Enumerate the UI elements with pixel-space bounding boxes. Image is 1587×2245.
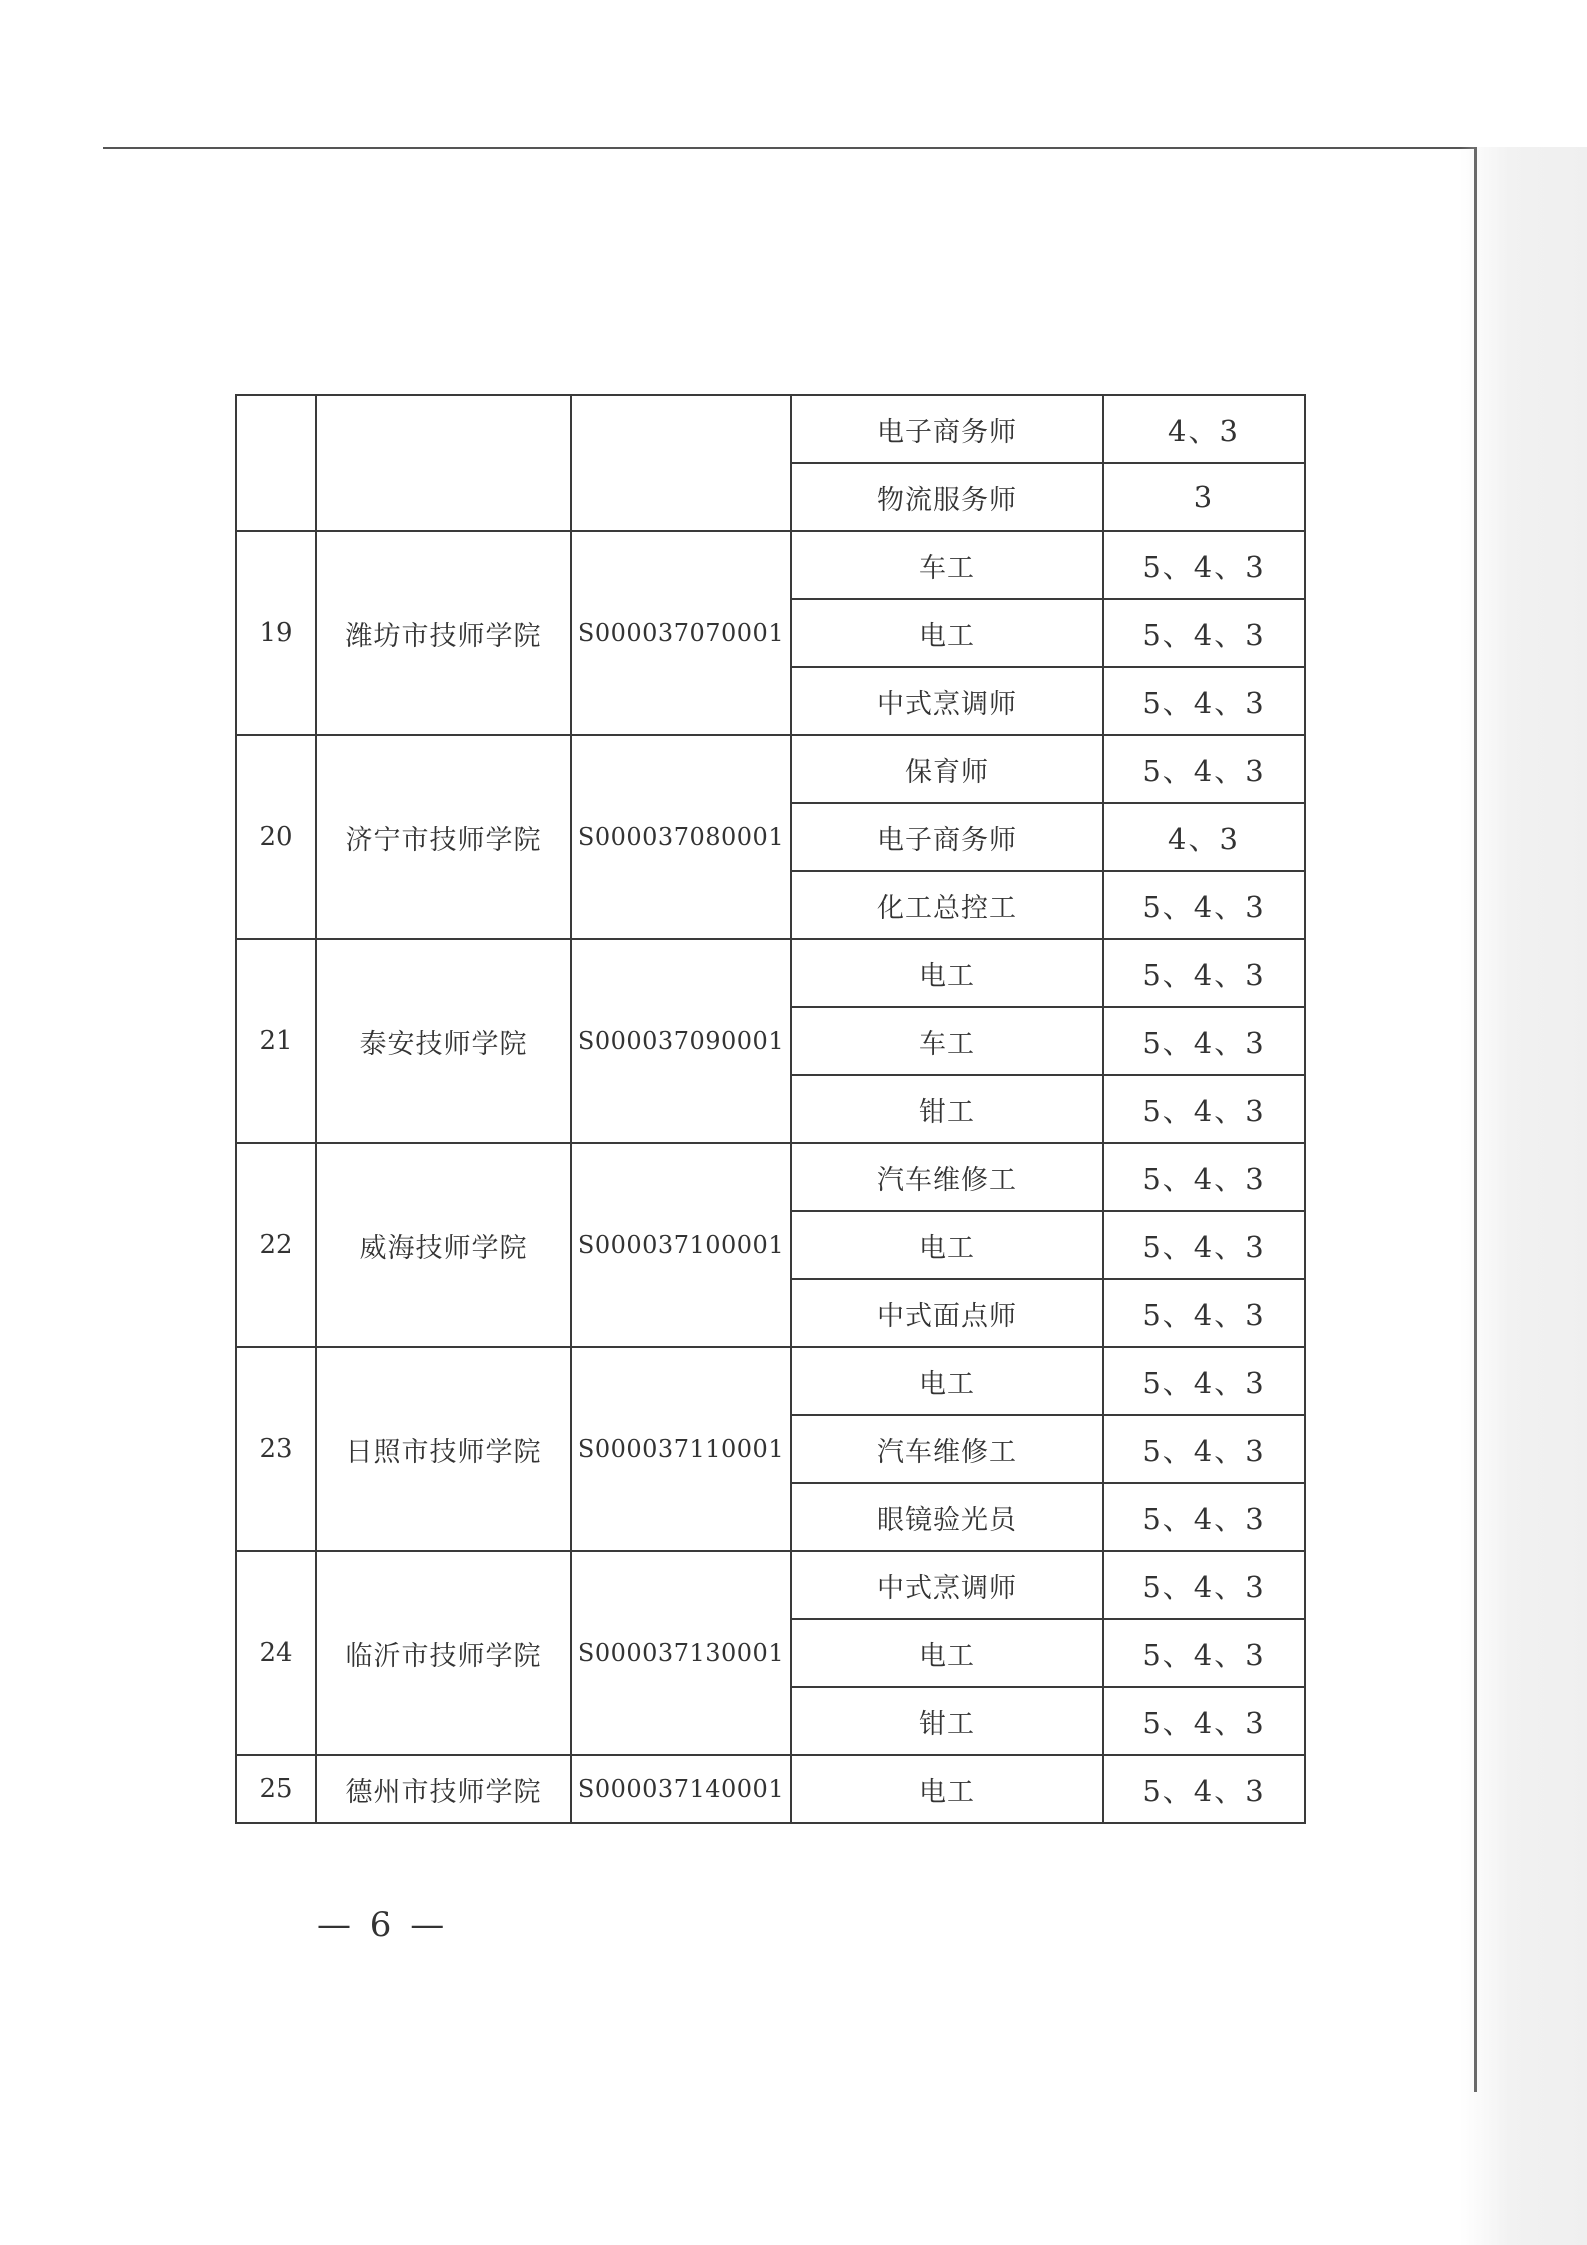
skill-level-cell: 5、4、3	[1103, 1415, 1305, 1483]
skill-level-cell: 5、4、3	[1103, 735, 1305, 803]
institution-code-cell: S000037140001	[571, 1755, 791, 1823]
school-name-cell: 泰安技师学院	[316, 939, 571, 1143]
school-name-cell: 潍坊市技师学院	[316, 531, 571, 735]
table-row	[236, 395, 1305, 463]
row-number-cell: 25	[236, 1755, 316, 1823]
trade-name-cell: 车工	[791, 531, 1103, 599]
trade-name-cell: 电工	[791, 1347, 1103, 1415]
row-number-cell: 23	[236, 1347, 316, 1551]
skill-level-cell: 5、4、3	[1103, 531, 1305, 599]
skill-level-cell: 5、4、3	[1103, 1075, 1305, 1143]
skill-level-cell: 5、4、3	[1103, 939, 1305, 1007]
trade-name-cell: 中式烹调师	[791, 1551, 1103, 1619]
institution-table	[235, 394, 1306, 1824]
trade-name-cell: 电子商务师	[791, 395, 1103, 463]
trade-name-cell: 中式烹调师	[791, 667, 1103, 735]
skill-level-cell: 5、4、3	[1103, 1143, 1305, 1211]
table-row	[236, 939, 1305, 1007]
row-number-cell: 22	[236, 1143, 316, 1347]
page-edge-shadow	[1460, 147, 1587, 2245]
table-row	[236, 1755, 1305, 1823]
skill-level-cell: 4、3	[1103, 803, 1305, 871]
skill-level-cell: 5、4、3	[1103, 1483, 1305, 1551]
row-number-cell	[236, 395, 316, 531]
skill-level-cell: 5、4、3	[1103, 1007, 1305, 1075]
trade-name-cell: 化工总控工	[791, 871, 1103, 939]
trade-name-cell: 物流服务师	[791, 463, 1103, 531]
institution-code-cell: S000037080001	[571, 735, 791, 939]
skill-level-cell: 5、4、3	[1103, 1279, 1305, 1347]
school-name-cell: 日照市技师学院	[316, 1347, 571, 1551]
row-number-cell: 19	[236, 531, 316, 735]
table-row	[236, 531, 1305, 599]
school-name-cell: 威海技师学院	[316, 1143, 571, 1347]
school-name-cell: 德州市技师学院	[316, 1755, 571, 1823]
skill-level-cell: 5、4、3	[1103, 1619, 1305, 1687]
row-number-cell: 20	[236, 735, 316, 939]
skill-level-cell: 4、3	[1103, 395, 1305, 463]
skill-level-cell: 5、4、3	[1103, 667, 1305, 735]
institution-code-cell: S000037070001	[571, 531, 791, 735]
institution-code-cell: S000037100001	[571, 1143, 791, 1347]
trade-name-cell: 钳工	[791, 1687, 1103, 1755]
skill-level-cell: 5、4、3	[1103, 1687, 1305, 1755]
school-name-cell: 济宁市技师学院	[316, 735, 571, 939]
trade-name-cell: 电工	[791, 1755, 1103, 1823]
skill-level-cell: 5、4、3	[1103, 1211, 1305, 1279]
trade-name-cell: 汽车维修工	[791, 1415, 1103, 1483]
table-row	[236, 1143, 1305, 1211]
row-number-cell: 24	[236, 1551, 316, 1755]
skill-level-cell: 3	[1103, 463, 1305, 531]
institution-code-cell: S000037110001	[571, 1347, 791, 1551]
trade-name-cell: 电工	[791, 939, 1103, 1007]
table-row	[236, 1551, 1305, 1619]
skill-level-cell: 5、4、3	[1103, 599, 1305, 667]
trade-name-cell: 保育师	[791, 735, 1103, 803]
skill-level-cell: 5、4、3	[1103, 1551, 1305, 1619]
row-number-cell: 21	[236, 939, 316, 1143]
trade-name-cell: 电工	[791, 1619, 1103, 1687]
top-rule	[103, 147, 1475, 149]
trade-name-cell: 车工	[791, 1007, 1103, 1075]
table-row	[236, 1347, 1305, 1415]
school-name-cell	[316, 395, 571, 531]
institution-code-cell	[571, 395, 791, 531]
trade-name-cell: 电子商务师	[791, 803, 1103, 871]
school-name-cell: 临沂市技师学院	[316, 1551, 571, 1755]
page-edge-line	[1474, 147, 1477, 2092]
skill-level-cell: 5、4、3	[1103, 1347, 1305, 1415]
institution-code-cell: S000037130001	[571, 1551, 791, 1755]
trade-name-cell: 中式面点师	[791, 1279, 1103, 1347]
skill-level-cell: 5、4、3	[1103, 871, 1305, 939]
trade-name-cell: 电工	[791, 1211, 1103, 1279]
trade-name-cell: 汽车维修工	[791, 1143, 1103, 1211]
institution-code-cell: S000037090001	[571, 939, 791, 1143]
trade-name-cell: 眼镜验光员	[791, 1483, 1103, 1551]
table-row	[236, 735, 1305, 803]
trade-name-cell: 电工	[791, 599, 1103, 667]
trade-name-cell: 钳工	[791, 1075, 1103, 1143]
page-number: — 6 —	[317, 1905, 449, 1945]
skill-level-cell: 5、4、3	[1103, 1755, 1305, 1823]
institution-table-wrap	[235, 394, 1306, 1824]
